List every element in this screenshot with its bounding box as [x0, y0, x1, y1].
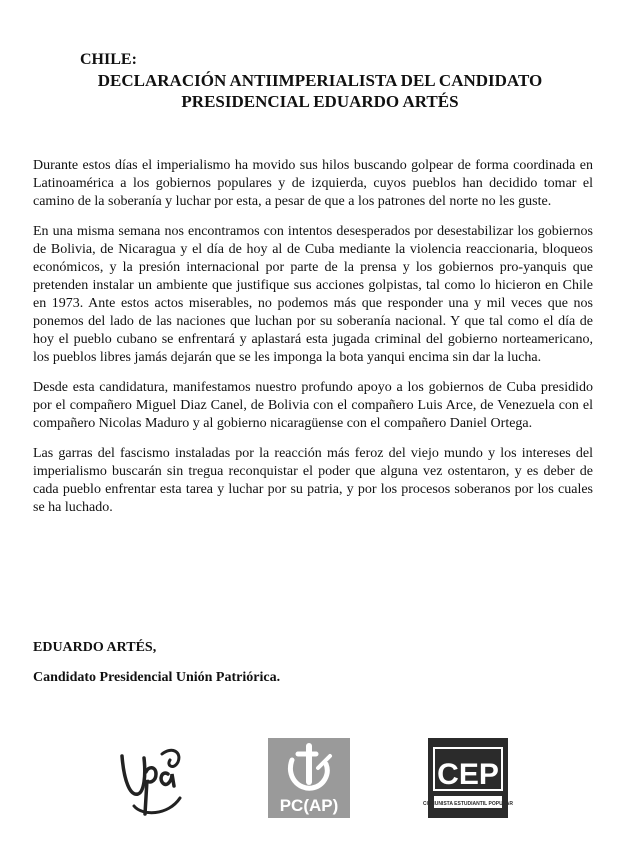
signatory-name: EDUARDO ARTÉS, [33, 640, 157, 655]
title-line-1: DECLARACIÓN ANTIIMPERIALISTA DEL CANDIDATO [97, 71, 543, 90]
paragraph-4: Las garras del fascismo instaladas por la reacción más feroz del viejo mundo y los intereses del imperialismo buscarán sin tregua reconquistar el poder que alguna vez ostentaron, y es deber de cada pueblo enfrentar esta tarea y luchar por su patria, y por los procesos soberanos por los cuales se ha luchado. [33, 446, 593, 515]
pcap-logo-text: PC(AP) [279, 796, 339, 815]
signatory-role: Candidato Presidencial Unión Patriórica. [33, 670, 281, 685]
country-label: CHILE: [80, 51, 137, 68]
logos-row [0, 730, 629, 830]
upa-logo [112, 736, 192, 820]
paragraph-3: Desde esta candidatura, manifestamos nuestro profundo apoyo a los gobiernos de Cuba presidido por el compañero Miguel Diaz Canel, de Bolivia con el compañero Luis Arce, de Venezuela con el compañero Nicolas Maduro y al gobierno nicaragüense con el compañero Daniel Ortega. [33, 380, 593, 431]
title-line-2: PRESIDENCIAL EDUARDO ARTÉS [181, 92, 459, 111]
document-heading [40, 50, 600, 112]
cep-logo [423, 738, 513, 818]
pcap-logo [268, 738, 350, 818]
paragraph-2: En una misma semana nos encontramos con intentos desesperados por desestabilizar los gobiernos de Bolivia, de Nicaragua y el día de hoy al de Cuba mediante la violencia reaccionaria, bloqueos económicos, y la presión internacional por parte de la prensa y los gobiernos pro-yanquis que pretenden instalar un ambiente que justifique sus acciones golpistas, tal como lo hicieron en Chile en 1973. Ante estos actos miserables, no podemos más que responder una y mil veces que nos ponemos del lado de las naciones que luchan por su soberanía nacional. Y que tal como el día de hoy el pueblo cubano se enfrentará y aplastará esta jugada criminal del gobierno norteamericano, los pueblos libres jamás dejarán que se les imponga la bota yanqui encima sin dar la lucha. [33, 224, 593, 365]
cep-logo-graphic [423, 738, 513, 818]
pcap-logo-graphic [268, 738, 350, 818]
upa-logo-graphic [112, 736, 192, 820]
paragraph-1: Durante estos días el imperialismo ha movido sus hilos buscando golpear de forma coordinada en Latinoamérica a los gobiernos populares y de izquierda, cuyos pueblos han decidido tomar el camino de la soberanía y luchar por esta, a pesar de que a los patrones del norte no les guste. [33, 158, 593, 209]
signature-block [33, 640, 433, 686]
cep-logo-caption: COMUNISTA ESTUDIANTIL POPULAR [423, 801, 513, 807]
cep-logo-text: CEP [437, 758, 499, 791]
declaration-body [33, 157, 593, 529]
